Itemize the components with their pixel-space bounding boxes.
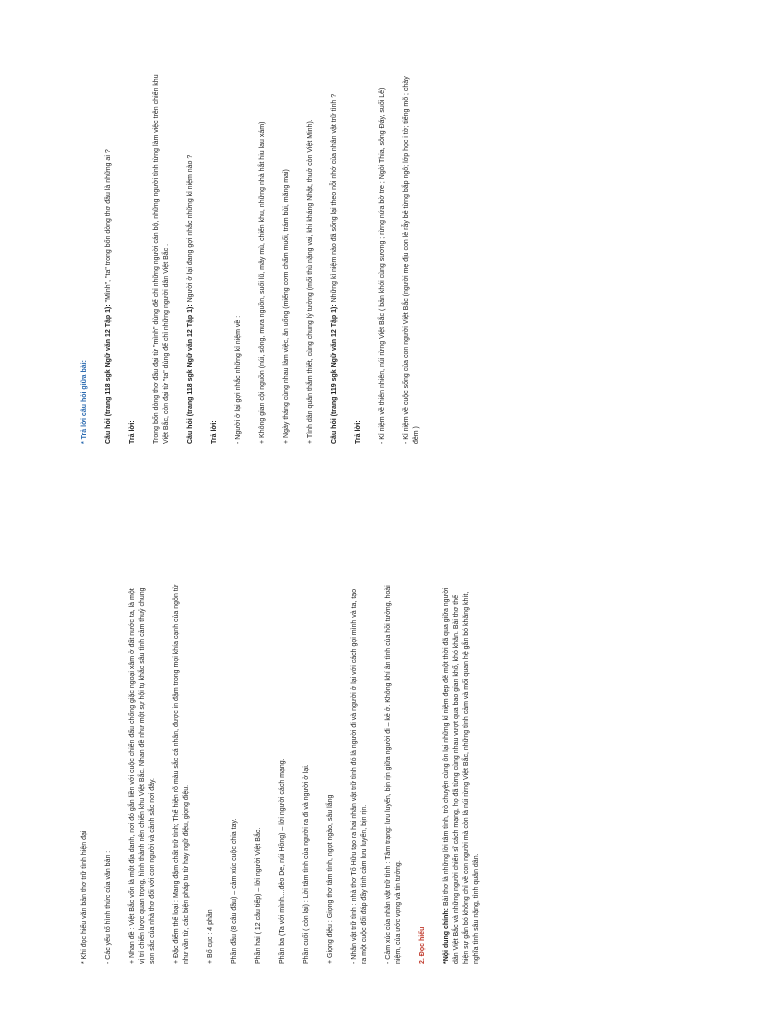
main-content-paragraph xyxy=(442,584,482,964)
lyric-character-paragraph: - Nhân vật trữ tình : nhà thơ Tố Hữu tạo ra hai nhân vật trữ tình đó là người đi và người ở lại với cách gọi mình và ta, tạo ra một cuộc đối đáp đầy tình cảm lưu luyến, bịn rịn. xyxy=(351,588,368,964)
emotion-paragraph: - Cảm xúc của nhân vật trữ tình : Tâm trạng: lưu luyến, bịn rịn giữa người đi – kẻ ở. Không khí ân tình của hồi tưởng, hoài niệm, của ước vọng và tin tưởng. xyxy=(385,585,402,964)
main-content-label: *Nội dung chính: xyxy=(443,908,450,964)
title-paragraph: + Nhan đề : Việt Bắc vốn là một địa danh, nơi đó gắn liền với cuộc chiến đấu chống giặc ngoại xâm ở đất nước ta, là một vị trí chiến lược quan trọng, hình thành nên chiến khu Việt Bắc. Nhan đề như một sự hội tụ khắc sâu tình cảm thuỷ chung son sắc của nhà thơ đối với con người và cảnh sắc nơi đây. xyxy=(129,587,156,964)
question-3-text: Những kỉ niệm nào đã sống lại theo nỗi nhớ của nhân vật trữ tình ? xyxy=(331,93,338,305)
answer-3-label: Trả lời: xyxy=(355,420,362,444)
reading-heading: 2. Đọc hiểu xyxy=(419,926,426,964)
part-final-line: Phần cuối ( còn lại) : Lời tâm tình của người ra đi và người ở lại. xyxy=(303,764,310,964)
question-1-label: Câu hỏi (trang 118 sgk Ngữ văn 12 Tập 1): xyxy=(105,304,112,444)
question-3 xyxy=(330,74,340,444)
questions-heading: * Trả lời câu hỏi giữa bài: xyxy=(81,360,88,444)
part-two-line: Phần hai ( 12 câu tiếp) – lời người Việt Bắc. xyxy=(255,827,262,964)
answer-2-line-2: + Không gian cội nguồn (núi, sông, mưa nguồn, suối lũ, mây mù, chiến khu, những nhà hắt hiu lau xám) xyxy=(259,121,266,444)
answer-2-line-4: + Tình dân quân thắm thiết, cùng chung lý tưởng (mối thù nặng vai, khi kháng Nhật, thuở còn Việt Minh). xyxy=(307,119,314,444)
answer-1-label: Trả lời: xyxy=(129,420,136,444)
answer-1: Trong bốn dòng thơ đầu đại từ "mình" dùng để chỉ những người cán bộ, những người tình từng làm việc trên chiến khu Việt Bắc, còn đại từ "ta" dùng để chỉ những người dân Việt Bắc . xyxy=(153,74,170,444)
answer-2-label: Trả lời: xyxy=(211,420,218,444)
answer-2-line-3: + Ngày tháng cùng nhau làm việc, ăn uống (miếng cơm chấm muối, trám bùi, măng mai) xyxy=(283,169,290,444)
answer-3-line-1: - Kỉ niệm về thiên nhiên, núi rừng Việt Bắc ( bản khói cùng sương ; rừng nứa bờ tre ; Ngòi Thia, sông Đáy, suối Lê) xyxy=(379,87,386,444)
part-one-line: Phần đầu (8 câu đầu) – cảm xúc cuộc chia tay. xyxy=(231,818,238,964)
main-content-text: Bài thơ là những lời tâm tình, trò chuyện cùng ôn lại những kỉ niệm đẹp đẽ một thời đã qua giữa người dân Việt Bắc và những người chiến sĩ cách mạng, họ đã từng cùng nhau vượt qua bao gian khổ, khó khăn. Bài thơ thể hiện sự gắn bó không chỉ về con người mà còn là núi rừng Việt Bắc, những tình cảm và mối quan hệ gắn bó khăng khít, nghĩa tình sâu nặng, tình quân dân. xyxy=(443,587,480,964)
genre-paragraph: + Đặc điểm thể loại : Mang đậm chất trữ tình; Thể hiện rõ màu sắc cá nhân, được in đậm trong mọi khía cạnh của ngôn từ như vần từ, các biện pháp tu từ hay ngữ điệu, giọng điệu. xyxy=(173,584,190,964)
question-1-text: "Mình", "ta" trong bốn dòng thơ đầu là những ai ? xyxy=(105,149,112,305)
intro-line: * Khi đọc hiểu văn bản thơ trữ tình hiện đại xyxy=(81,830,88,964)
tone-line: + Giọng điệu : Giọng thơ tâm tình, ngọt ngào, sâu lắng xyxy=(327,794,334,964)
answer-3-line-2: - Kỉ niệm về cuộc sống của con người Việt Bắc (người mẹ địu con lẻ rẫy bẻ từng bắp ngô; lớp học i tờ; tiếng mõ ; chày đêm ) xyxy=(403,76,420,444)
answer-2-line-1: - Người ở lại gợi nhắc những kỉ niệm về : xyxy=(235,315,242,444)
structure-line: + Bố cục : 4 phần xyxy=(207,909,214,964)
question-3-label: Câu hỏi (trang 119 sgk Ngữ văn 12 Tập 1): xyxy=(331,304,338,444)
left-column xyxy=(80,584,496,964)
question-2-text: Người ở lại đang gợi nhắc những kỉ niệm nào ? xyxy=(187,154,194,305)
part-three-line: Phần ba (Ta với mình....đèo De, núi Hồng) – lời người cách mạng. xyxy=(279,758,286,964)
right-column xyxy=(80,74,436,444)
form-elements-line: - Các yếu tố hình thức của văn bản : xyxy=(105,850,112,964)
question-1 xyxy=(104,74,114,444)
question-2-label: Câu hỏi (trang 118 sgk Ngữ văn 12 Tập 1): xyxy=(187,304,194,444)
question-2 xyxy=(186,74,196,444)
